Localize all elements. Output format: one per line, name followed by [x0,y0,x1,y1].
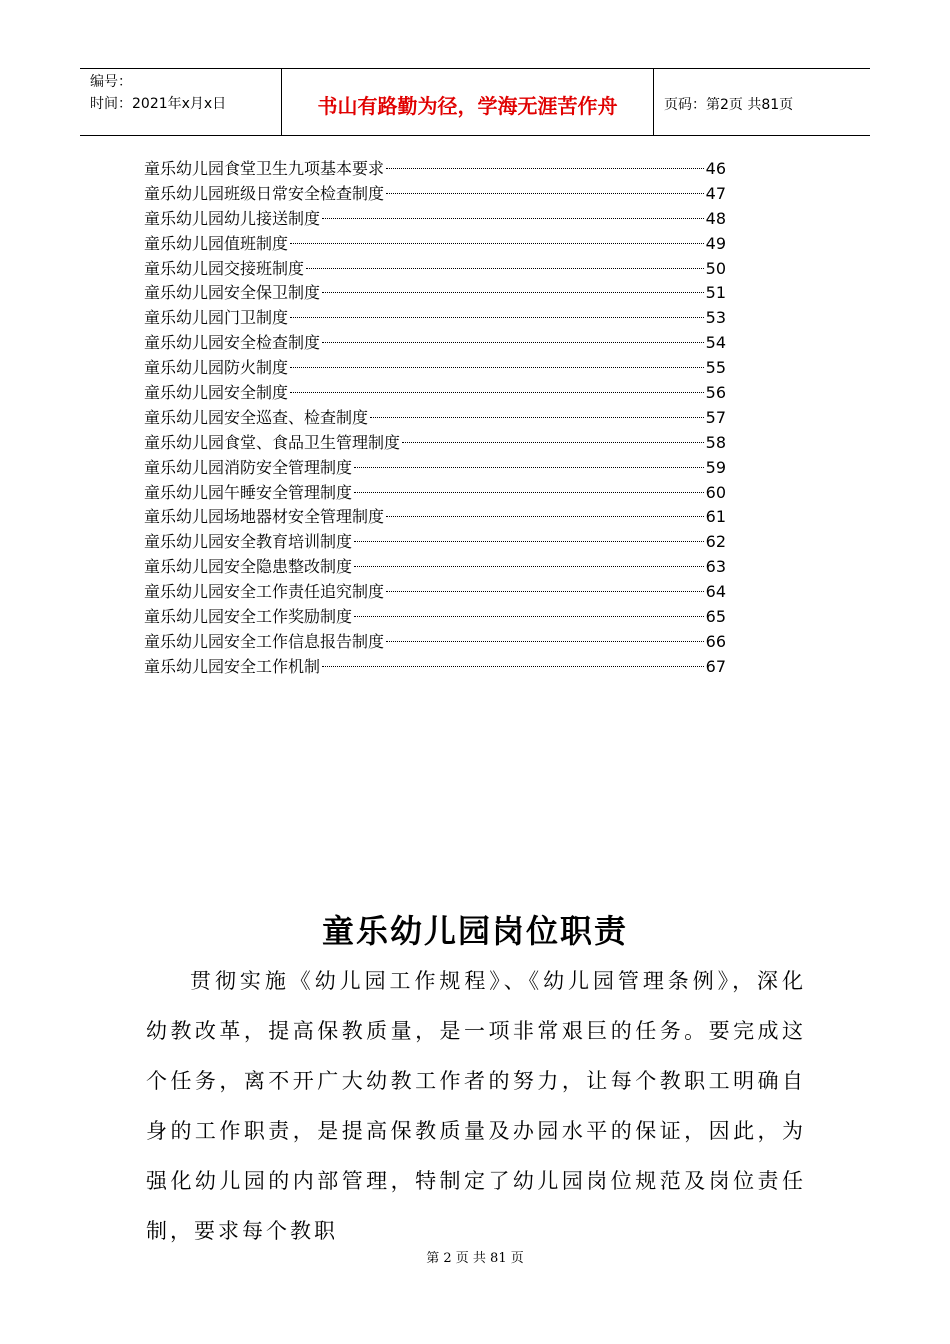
toc-entry-page: 55 [705,358,726,378]
toc-leader-dots [370,417,704,418]
toc-entry-title: 童乐幼儿园值班制度 [144,233,289,253]
toc-entry[interactable] [144,456,726,481]
toc-entry[interactable] [144,605,726,630]
body-paragraph: 贯彻实施《幼儿园工作规程》、《幼儿园管理条例》，深化幼教改革，提高保教质量，是一项非常艰巨的任务。要完成这个任务，离不开广大幼教工作者的努力，让每个教职工明确自身的工作职责，是提高保教质量及办园水平的保证，因此，为强化幼儿园的内部管理，特制定了幼儿园岗位规范及岗位责任制，要求每个教职 [146,969,806,1243]
toc-entry[interactable] [144,331,726,356]
toc-entry-page: 51 [705,283,726,303]
toc-entry-title: 童乐幼儿园午睡安全管理制度 [144,482,353,502]
time-label: 时间：2021年x月x日 [90,96,227,112]
toc-leader-dots [290,243,704,244]
toc-entry-title: 童乐幼儿园消防安全管理制度 [144,457,353,477]
toc-entry-title: 童乐幼儿园门卫制度 [144,308,289,328]
document-header [80,68,870,136]
toc-leader-dots [322,342,704,343]
toc-entry-title: 童乐幼儿园安全检查制度 [144,333,321,353]
toc-entry-page: 54 [705,333,726,353]
toc-entry[interactable] [144,157,726,182]
toc-entry[interactable] [144,406,726,431]
table-of-contents [144,157,726,680]
toc-entry-title: 童乐幼儿园安全隐患整改制度 [144,557,353,577]
toc-entry-page: 59 [705,457,726,477]
toc-entry-page: 53 [705,308,726,328]
toc-entry-page: 60 [705,482,726,502]
toc-entry-title: 童乐幼儿园安全工作机制 [144,656,321,676]
toc-entry-title: 童乐幼儿园交接班制度 [144,258,305,278]
toc-entry[interactable] [144,481,726,506]
toc-leader-dots [354,616,704,617]
header-meta [80,69,282,135]
toc-entry[interactable] [144,356,726,381]
toc-entry-page: 66 [705,631,726,651]
toc-entry[interactable] [144,281,726,306]
toc-entry[interactable] [144,505,726,530]
toc-leader-dots [306,268,704,269]
toc-entry-title: 童乐幼儿园场地器材安全管理制度 [144,507,385,527]
toc-entry-title: 童乐幼儿园食堂卫生九项基本要求 [144,159,385,178]
toc-entry-page: 62 [705,532,726,552]
toc-entry-title: 童乐幼儿园安全制度 [144,383,289,403]
toc-entry-page: 56 [705,383,726,403]
toc-entry[interactable] [144,381,726,406]
toc-leader-dots [386,641,704,642]
toc-leader-dots [354,566,704,567]
toc-leader-dots [386,168,704,169]
toc-entry-title: 童乐幼儿园安全教育培训制度 [144,532,353,552]
toc-entry-page: 67 [705,656,726,676]
toc-leader-dots [386,591,704,592]
page-footer: 第 2 页 共 81 页 [426,1251,524,1266]
number-label: 编号： [90,74,132,90]
toc-entry[interactable] [144,257,726,282]
toc-leader-dots [290,392,704,393]
toc-leader-dots [386,193,704,194]
toc-entry-page: 49 [705,233,726,253]
toc-leader-dots [402,442,704,443]
toc-leader-dots [322,292,704,293]
toc-entry[interactable] [144,655,726,680]
toc-entry-page: 50 [705,258,726,278]
header-page-info: 页码：第2页 共81页 [664,97,794,113]
toc-entry[interactable] [144,530,726,555]
toc-entry-title: 童乐幼儿园安全保卫制度 [144,283,321,303]
toc-entry-title: 童乐幼儿园安全巡查、检查制度 [144,407,369,427]
toc-entry-title: 童乐幼儿园幼儿接送制度 [144,208,321,228]
toc-entry-title: 童乐幼儿园班级日常安全检查制度 [144,183,385,203]
toc-entry-title: 童乐幼儿园安全工作奖励制度 [144,607,353,627]
toc-entry-page: 46 [705,159,726,178]
toc-entry-title: 童乐幼儿园安全工作责任追究制度 [144,582,385,602]
toc-entry-page: 65 [705,607,726,627]
toc-leader-dots [290,317,704,318]
toc-leader-dots [322,666,704,667]
toc-leader-dots [386,516,704,517]
toc-leader-dots [354,492,704,493]
toc-leader-dots [354,467,704,468]
toc-leader-dots [290,367,704,368]
toc-entry-page: 57 [705,407,726,427]
toc-entry-page: 64 [705,582,726,602]
toc-entry-page: 61 [705,507,726,527]
toc-leader-dots [322,218,704,219]
header-motto: 书山有路勤为径，学海无涯苦作舟 [282,69,654,135]
toc-entry[interactable] [144,630,726,655]
toc-entry[interactable] [144,232,726,257]
section-title: 童乐幼儿园岗位职责 [321,912,628,950]
toc-entry[interactable] [144,431,726,456]
toc-leader-dots [354,541,704,542]
toc-entry[interactable] [144,306,726,331]
toc-entry-title: 童乐幼儿园食堂、食品卫生管理制度 [144,432,401,452]
toc-entry-title: 童乐幼儿园防火制度 [144,358,289,378]
toc-entry-page: 58 [705,432,726,452]
toc-entry[interactable] [144,555,726,580]
toc-entry[interactable] [144,580,726,605]
toc-entry-page: 63 [705,557,726,577]
toc-entry-page: 47 [705,183,726,203]
toc-entry[interactable] [144,207,726,232]
toc-entry[interactable] [144,182,726,207]
toc-entry-page: 48 [705,208,726,228]
toc-entry-title: 童乐幼儿园安全工作信息报告制度 [144,631,385,651]
